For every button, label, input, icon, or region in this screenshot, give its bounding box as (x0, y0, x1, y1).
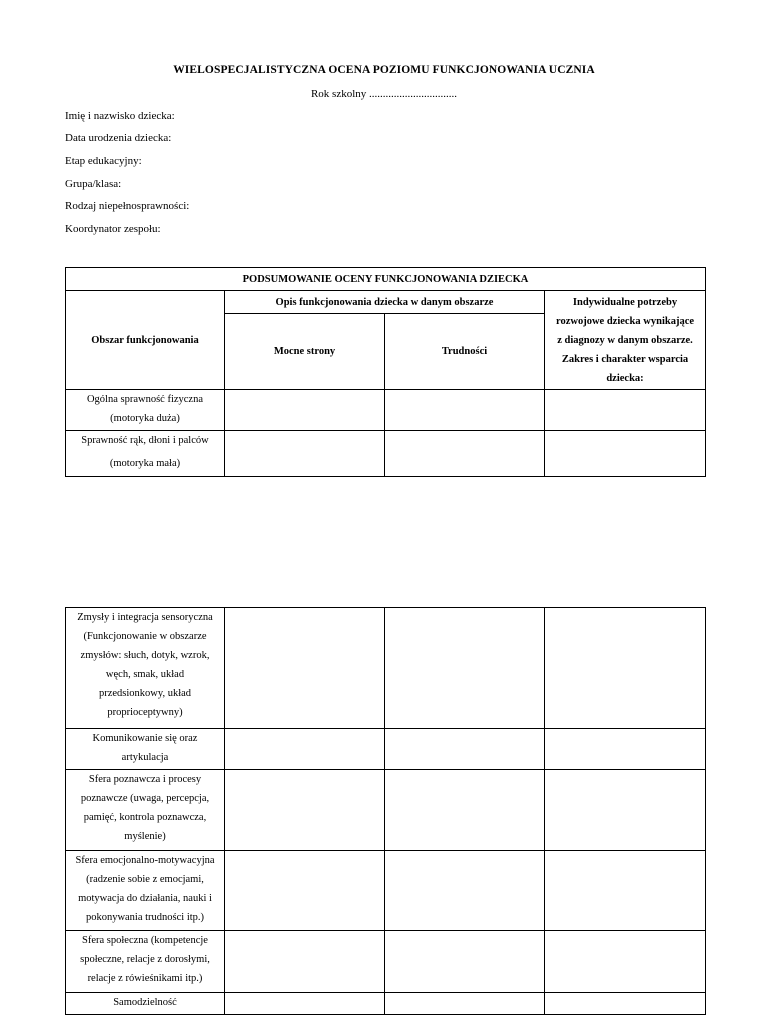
needs-cell[interactable] (545, 390, 706, 431)
summary-table-title: PODSUMOWANIE OCENY FUNKCJONOWANIA DZIECKA (66, 268, 706, 291)
area-cell (66, 931, 225, 993)
difficulties-cell[interactable] (385, 729, 545, 770)
difficulties-cell[interactable] (385, 608, 545, 729)
area-label-line: Sfera emocjonalno-motywacyjna (75, 855, 215, 866)
area-label-line: (motoryka duża) (110, 413, 180, 424)
school-year-line: Rok szkolny ................................ (310, 88, 458, 100)
area-label-line: Samodzielność (113, 997, 177, 1008)
needs-cell[interactable] (545, 770, 706, 851)
area-label-line: Ogólna sprawność fizyczna (86, 394, 204, 405)
area-label-line: zmysłów: słuch, dotyk, wzrok, (80, 650, 210, 661)
area-label-line: artykulacja (121, 752, 169, 763)
needs-column-header (545, 291, 706, 390)
table-row (66, 431, 706, 477)
difficulties-cell[interactable] (385, 390, 545, 431)
area-cell (66, 993, 225, 1015)
strengths-cell[interactable] (225, 431, 385, 477)
strengths-cell[interactable] (225, 931, 385, 993)
strengths-cell[interactable] (225, 770, 385, 851)
difficulties-cell[interactable] (385, 931, 545, 993)
strengths-column-header: Mocne strony (225, 314, 385, 390)
area-label-line: Komunikowanie się oraz (92, 733, 198, 744)
area-label-line: (motoryka mała) (109, 458, 181, 469)
difficulties-column-header: Trudności (385, 314, 545, 390)
area-label-line: Sfera poznawcza i procesy (88, 774, 202, 785)
description-column-header: Opis funkcjonowania dziecka w danym obszarze (225, 291, 545, 314)
area-label-line: motywacja do działania, nauki i (78, 893, 212, 904)
area-label-line: myślenie) (124, 831, 166, 842)
table-row (66, 993, 706, 1015)
disability-type-field: Rodzaj niepełnosprawności: (65, 200, 190, 212)
table-row (66, 390, 706, 431)
needs-header-line: rozwojowe dziecka wynikające (555, 315, 695, 327)
strengths-cell[interactable] (225, 729, 385, 770)
needs-cell[interactable] (545, 608, 706, 729)
strengths-cell[interactable] (225, 993, 385, 1015)
needs-header-line: z diagnozy w danym obszarze. (557, 334, 693, 346)
strengths-cell[interactable] (225, 390, 385, 431)
difficulties-cell[interactable] (385, 770, 545, 851)
strengths-cell[interactable] (225, 608, 385, 729)
difficulties-cell[interactable] (385, 993, 545, 1015)
area-label-line: pokonywania trudności itp.) (85, 912, 205, 923)
area-label-line: (radzenie sobie z emocjami, (86, 874, 204, 885)
needs-cell[interactable] (545, 431, 706, 477)
team-coordinator-field: Koordynator zespołu: (65, 223, 161, 235)
area-label-line: relacje z rówieśnikami itp.) (87, 973, 203, 984)
birth-date-field: Data urodzenia dziecka: (65, 132, 172, 144)
area-label-line: przedsionkowy, układ (98, 688, 192, 699)
summary-table-continued (65, 607, 706, 1015)
area-cell (66, 608, 225, 729)
area-label-line: Zmysły i integracja sensoryczna (77, 612, 213, 623)
area-cell (66, 729, 225, 770)
area-cell (66, 390, 225, 431)
area-cell (66, 851, 225, 931)
needs-header-line: Zakres i charakter wsparcia (561, 353, 689, 365)
difficulties-cell[interactable] (385, 851, 545, 931)
difficulties-cell[interactable] (385, 431, 545, 477)
group-class-field: Grupa/klasa: (65, 178, 122, 190)
area-label-line: proprioceptywny) (107, 707, 183, 718)
table-row (66, 608, 706, 729)
needs-cell[interactable] (545, 729, 706, 770)
area-cell (66, 770, 225, 851)
area-label-line: poznawcze (uwaga, percepcja, (80, 793, 210, 804)
area-column-header: Obszar funkcjonowania (66, 291, 225, 390)
child-name-field: Imię i nazwisko dziecka: (65, 110, 175, 122)
needs-cell[interactable] (545, 851, 706, 931)
table-row (66, 770, 706, 851)
area-label-line: społeczne, relacje z dorosłymi, (80, 954, 210, 965)
area-label-line: węch, smak, układ (105, 669, 185, 680)
needs-header-line: dziecka: (606, 372, 644, 384)
table-row (66, 851, 706, 931)
area-label-line: Sfera społeczna (kompetencje (82, 935, 208, 946)
needs-cell[interactable] (545, 993, 706, 1015)
area-label-line: pamięć, kontrola poznawcza, (83, 812, 207, 823)
needs-header-line: Indywidualne potrzeby (572, 296, 678, 308)
table-row (66, 729, 706, 770)
needs-cell[interactable] (545, 931, 706, 993)
table-row (66, 931, 706, 993)
area-label-line: Sprawność rąk, dłoni i palców (81, 435, 209, 446)
area-cell (66, 431, 225, 477)
strengths-cell[interactable] (225, 851, 385, 931)
education-stage-field: Etap edukacyjny: (65, 155, 142, 167)
area-label-line: (Funkcjonowanie w obszarze (83, 631, 207, 642)
document-title: WIELOSPECJALISTYCZNA OCENA POZIOMU FUNKCJONOWANIA UCZNIA (173, 64, 595, 76)
summary-table (65, 267, 706, 477)
